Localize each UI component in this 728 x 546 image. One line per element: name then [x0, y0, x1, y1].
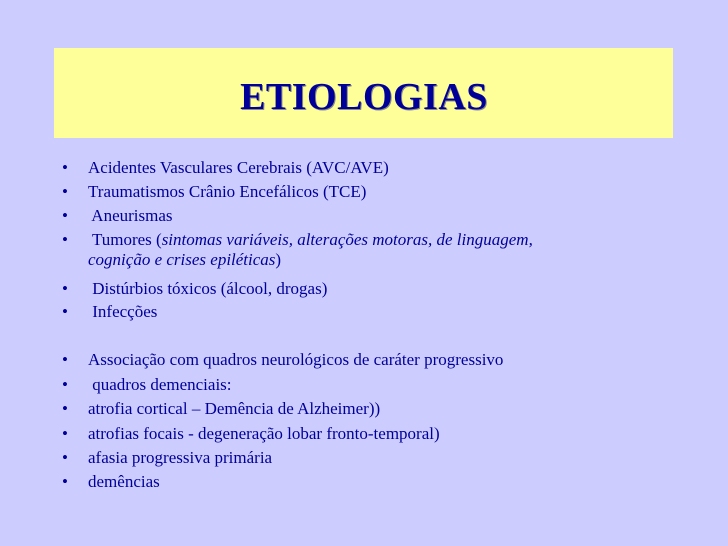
- bullet-marker: •: [62, 399, 68, 418]
- list-item-text: afasia progressiva primária: [88, 448, 273, 467]
- list-item-text: Infecções: [88, 302, 158, 321]
- list-item-tumores: [62, 230, 662, 270]
- tumores-suffix: ): [275, 250, 282, 269]
- bullet-marker: •: [62, 302, 68, 321]
- tumores-italic-line2: cognição e crises epiléticas: [88, 250, 276, 269]
- bullet-marker: •: [62, 206, 68, 225]
- list-item-text: Acidentes Vasculares Cerebrais (AVC/AVE): [88, 158, 389, 177]
- bullet-marker: •: [62, 279, 68, 298]
- bullet-marker: •: [62, 158, 68, 177]
- list-item-text: quadros demenciais:: [88, 375, 232, 394]
- slide-title: ETIOLOGIAS: [240, 76, 488, 118]
- bullet-marker: •: [62, 424, 68, 443]
- bullet-marker: •: [62, 230, 68, 249]
- tumores-prefix: Tumores (: [88, 230, 162, 249]
- bullet-marker: •: [62, 375, 68, 394]
- list-item-text: atrofia cortical – Demência de Alzheimer)): [88, 399, 381, 418]
- bullet-marker: •: [62, 350, 68, 369]
- bullet-marker: •: [62, 448, 68, 467]
- list-item-text: Aneurismas: [88, 206, 173, 225]
- list-item-text: Traumatismos Crânio Encefálicos (TCE): [88, 182, 367, 201]
- list-item-text: Associação com quadros neurológicos de caráter progressivo: [88, 350, 504, 369]
- list-item-text: atrofias focais - degeneração lobar fronto-temporal): [88, 424, 440, 443]
- tumores-italic-line1: sintomas variáveis, alterações motoras, de linguagem,: [161, 230, 533, 249]
- list-item-continuation: [88, 250, 281, 270]
- bullet-marker: •: [62, 182, 68, 201]
- list-item-text: [88, 230, 533, 250]
- list-item-text: Distúrbios tóxicos (álcool, drogas): [88, 279, 328, 298]
- list-item-text: demências: [88, 472, 160, 491]
- bullet-marker: •: [62, 472, 68, 491]
